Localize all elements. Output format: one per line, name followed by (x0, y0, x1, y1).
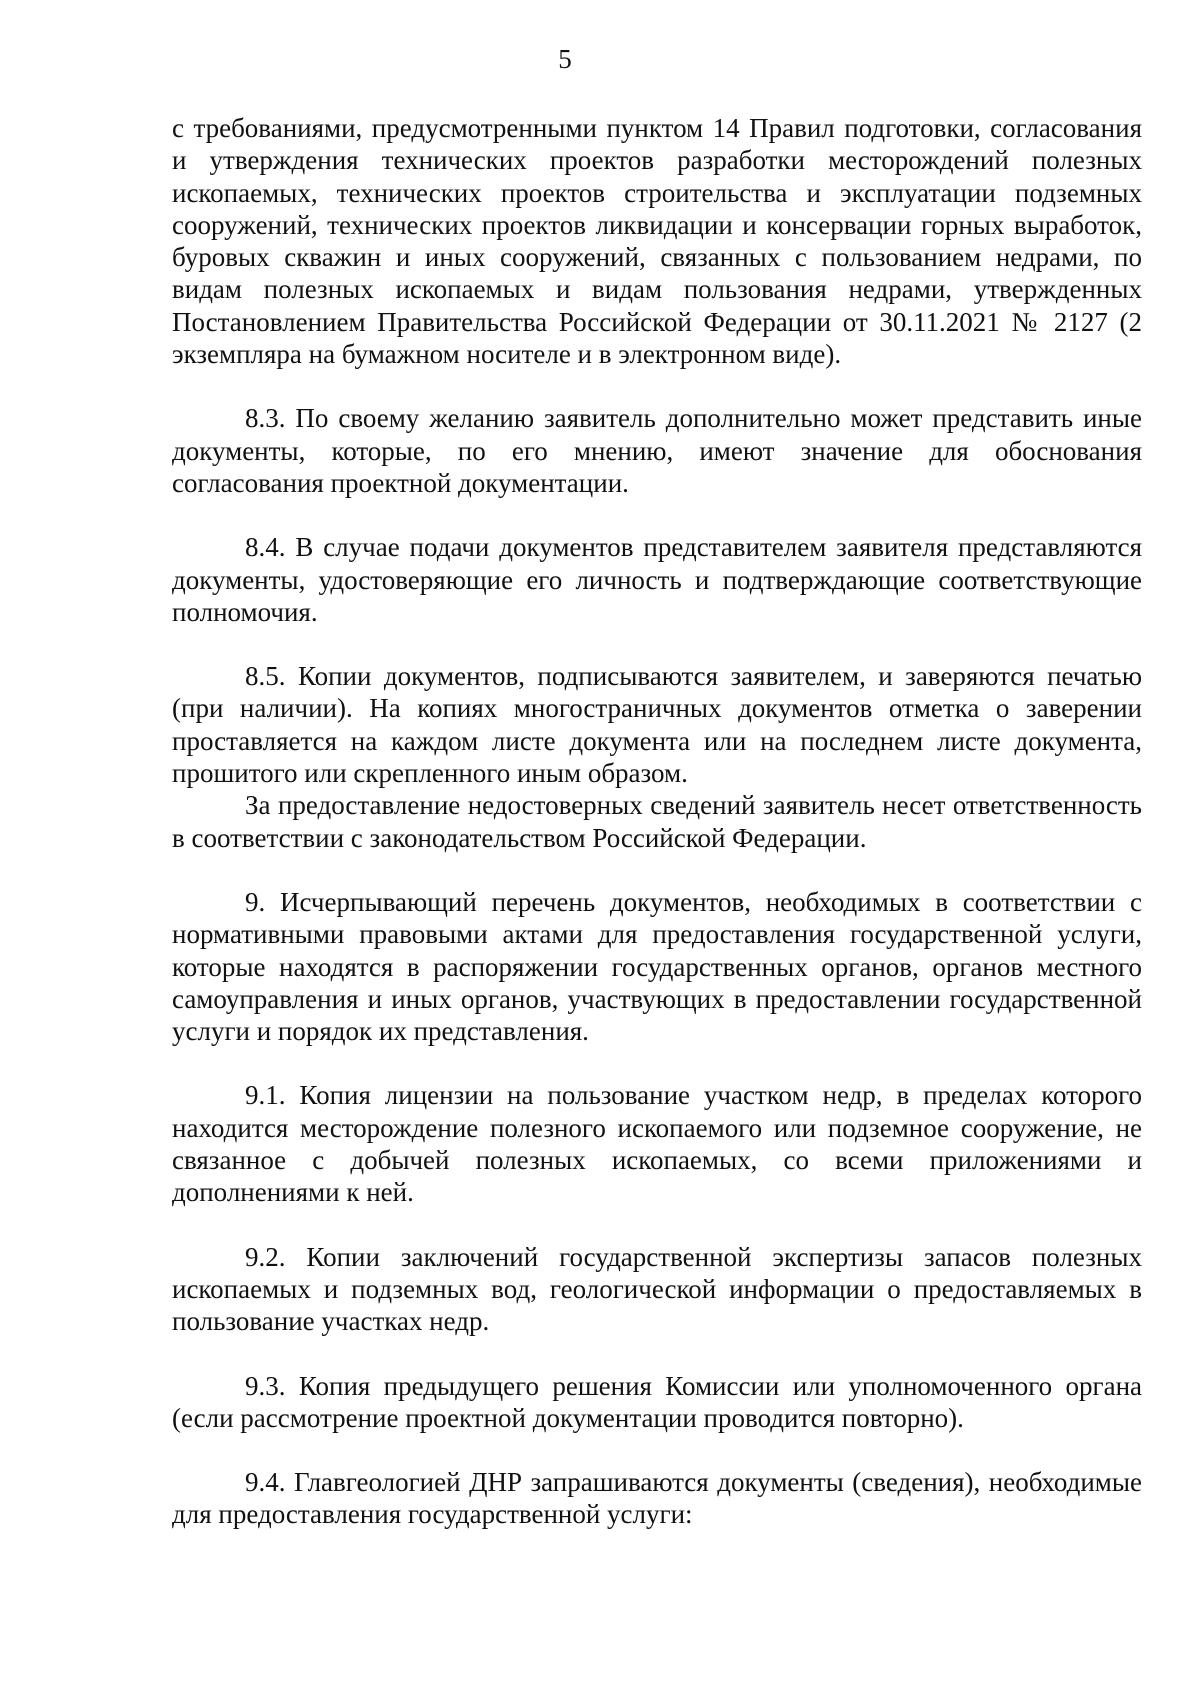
paragraph-9-3: 9.3. Копия предыдущего решения Комиссии или уполномоченного органа (если рассмотрение проектной документации проводится повторно). (172, 1370, 1142, 1433)
paragraph-responsibility: За предоставление недостоверных сведений заявитель несет ответственность в соответствии с законодательством Российской Федерации. (172, 790, 1142, 853)
paragraph-9-2: 9.2. Копии заключений государственной экспертизы запасов полезных ископаемых и подземных вод, геологической информации о предоставляемых в пользование участках недр. (172, 1241, 1142, 1337)
paragraph-continuation: с требованиями, предусмотренными пунктом 14 Правил подготовки, согласования и утверждения технических проектов разработки месторождений полезных ископаемых, технических проектов строительства и эксплуатации подземных сооружений, технических проектов ликвидации и консервации горных выработок, буровых скважин и иных сооружений, связанных с пользованием недрами, по видам полезных ископаемых и видам пользования недрами, утвержденных Постановлением Правительства Российской Федерации от 30.11.2021 № 2127 (2 экземпляра на бумажном носителе и в электронном виде). (172, 113, 1142, 370)
paragraph-8-4: 8.4. В случае подачи документов представителем заявителя представляются документы, удостоверяющие его личность и подтверждающие соответствующие полномочия. (172, 532, 1142, 627)
paragraph-9-4: 9.4. Главгеологией ДНР запрашиваются документы (сведения), необходимые для предоставления государственной услуги: (172, 1467, 1142, 1530)
page-number: 5 (558, 44, 572, 74)
document-body (172, 112, 1142, 1531)
paragraph-8-5: 8.5. Копии документов, подписываются заявителем, и заверяются печатью (при наличии). На копиях многостраничных документов отметка о заверении проставляется на каждом листе документа или на последнем листе документа, прошитого или скрепленного иным образом. (172, 661, 1142, 789)
paragraph-9: 9. Исчерпывающий перечень документов, необходимых в соответствии с нормативными правовыми актами для предоставления государственной услуги, которые находятся в распоряжении государственных органов, органов местного самоуправления и иных органов, участвующих в предоставлении государственной услуги и порядок их представления. (172, 886, 1142, 1047)
paragraph-9-1: 9.1. Копия лицензии на пользование участком недр, в пределах которого находится месторождение полезного ископаемого или подземное сооружение, не связанное с добычей полезных ископаемых, со всеми приложениями и дополнениями к ней. (172, 1080, 1142, 1208)
paragraph-8-3: 8.3. По своему желанию заявитель дополнительно может представить иные документы, которые, по его мнению, имеют значение для обоснования согласования проектной документации. (172, 403, 1142, 498)
